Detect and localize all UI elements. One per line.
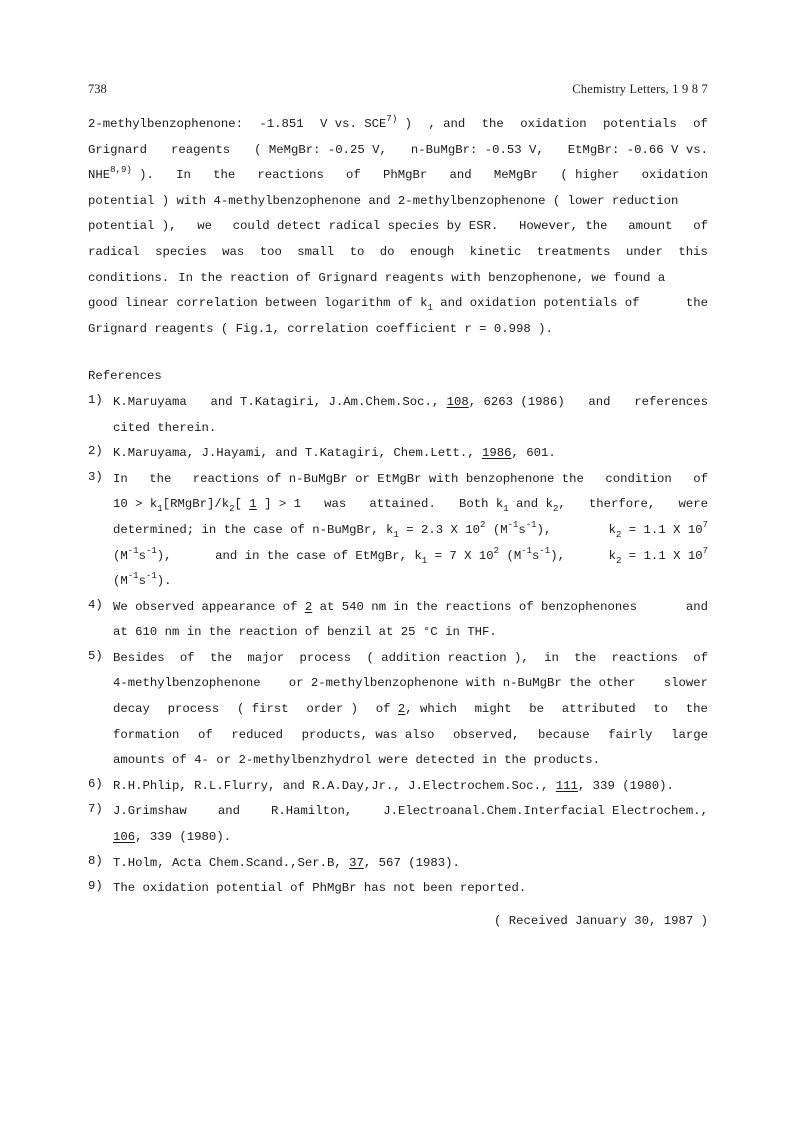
reference-item — [88, 393, 708, 444]
text-fragment: attributed — [561, 702, 636, 717]
text-fragment: reactions — [257, 168, 324, 183]
text-fragment: , and — [428, 117, 466, 131]
text-fragment: $(M^{-1}s^{-1})$. — [113, 571, 172, 589]
page-number: 738 — [88, 82, 107, 96]
references-heading: References — [88, 369, 162, 384]
text-fragment: therfore, — [588, 497, 656, 512]
text-fragment: references — [634, 394, 708, 409]
text-line — [113, 598, 708, 624]
reference-item — [88, 444, 708, 470]
text-fragment: observed, — [452, 727, 520, 742]
text-fragment: amounts of 4- or 2-methylbenzhydrol were detected in the products. — [113, 753, 601, 768]
text-fragment: in — [544, 650, 559, 665]
text-fragment: was — [324, 497, 347, 512]
text-fragment: products, was also — [301, 727, 435, 742]
text-fragment: of — [693, 471, 708, 486]
text-fragment: good linear correlation between logarithm of $k_1$ and oxidation potentials of — [88, 296, 640, 314]
text-fragment: and — [588, 394, 611, 409]
text-fragment: at 610 nm in the reaction of benzil at 25 °C in THF. — [113, 625, 497, 640]
text-fragment: Grignard reagents ( Fig.1, correlation coefficient r = 0.998 ). — [88, 321, 553, 336]
text-fragment: determined; in the case of n-BuMgBr, $k_1 = 2.3$ X $10^2$ $(M^{-1}s^{-1})$, — [113, 519, 552, 540]
text-fragment: potential ) with 4-methylbenzophenone and 2-methylbenzophenone ( lower reduction — [88, 193, 679, 208]
text-fragment: attained. — [369, 497, 436, 512]
text-fragment: and in the case of EtMgBr, $k_1 = 7$ X $10^2$ $(M^{-1}s^{-1})$, — [215, 545, 565, 566]
text-fragment: J.Grimshaw — [113, 804, 187, 819]
text-line — [113, 419, 708, 445]
text-fragment: slower — [663, 676, 708, 691]
received-date: ( Received January 30, 1987 ) — [493, 914, 708, 928]
text-fragment: We observed appearance of 2 at 540 nm in the reactions of benzophenones — [113, 599, 637, 614]
text-fragment: condition — [605, 471, 672, 486]
text-fragment: $10 > k_1[RMgBr]/k_2$[ 1 ] > 1 — [113, 497, 301, 515]
text-line — [88, 269, 708, 295]
text-fragment: potentials — [602, 117, 677, 131]
text-fragment: ( MeMgBr: -0.25 V, — [254, 142, 387, 157]
text-fragment: 2-methylbenzophenone: — [88, 117, 243, 131]
text-fragment: EtMgBr: -0.66 V vs. — [567, 142, 708, 157]
text-line — [113, 751, 708, 777]
text-line — [113, 828, 708, 854]
text-fragment: K.Maruyama, J.Hayami, and T.Katagiri, Chem.Lett., 1986, 601. — [113, 446, 556, 461]
text-fragment: radical — [88, 244, 140, 259]
reference-number: 4) — [88, 597, 103, 612]
text-fragment: The oxidation potential of PhMgBr has not been reported. — [113, 881, 527, 896]
reference-item — [88, 879, 708, 905]
text-line — [88, 294, 708, 320]
text-fragment: MeMgBr — [493, 168, 539, 183]
text-fragment: might — [474, 702, 512, 717]
text-fragment: conditions. — [88, 270, 170, 285]
text-fragment: we — [197, 219, 212, 234]
text-line — [113, 854, 708, 880]
page-header — [88, 82, 708, 98]
text-line — [113, 700, 708, 726]
text-fragment: of 2, which — [375, 702, 457, 717]
text-fragment: of — [693, 117, 708, 131]
text-fragment: potential ), — [88, 219, 177, 234]
text-line — [88, 320, 708, 346]
text-fragment: the — [574, 650, 597, 665]
text-fragment: of — [346, 168, 361, 183]
text-fragment: $(M^{-1}s^{-1})$, — [113, 545, 172, 563]
text-fragment: In — [176, 168, 191, 183]
text-fragment: the — [209, 650, 233, 665]
text-fragment: and — [685, 599, 708, 614]
text-fragment: Besides — [113, 650, 165, 665]
text-fragment: the — [149, 471, 172, 486]
text-fragment: R.Hamilton, — [271, 804, 353, 819]
text-fragment: ( first — [237, 702, 289, 717]
text-fragment: were — [678, 497, 708, 512]
text-fragment: reactions of n-BuMgBr or EtMgBr with benzophenone the — [192, 471, 584, 486]
text-fragment: species — [155, 244, 207, 259]
text-fragment: In the reaction of Grignard reagents with benzophenone, we found a — [178, 270, 666, 285]
text-fragment: of — [179, 650, 195, 665]
reference-item — [88, 802, 708, 853]
reference-item — [88, 649, 708, 777]
text-fragment: process — [167, 702, 220, 717]
reference-number: 3) — [88, 469, 103, 484]
reference-item — [88, 598, 708, 649]
text-fragment: to — [653, 702, 669, 717]
text-fragment: major — [247, 650, 285, 665]
text-fragment: of — [198, 727, 213, 742]
text-fragment: K.Maruyama — [113, 394, 187, 409]
text-line — [113, 623, 708, 649]
text-fragment: the — [685, 296, 708, 311]
text-fragment: the — [685, 702, 708, 717]
text-fragment: ( higher — [560, 168, 620, 183]
text-line — [88, 166, 708, 192]
text-fragment: reagents — [171, 142, 231, 157]
text-fragment: the — [213, 168, 236, 183]
text-line — [113, 777, 708, 803]
text-fragment: kinetic — [469, 244, 522, 259]
reference-number: 1) — [88, 392, 103, 407]
body-paragraph — [88, 115, 708, 345]
text-fragment: -1.851 — [259, 117, 304, 131]
text-fragment: oxidation — [641, 168, 708, 183]
text-fragment: enough — [409, 244, 455, 259]
text-line — [113, 649, 708, 675]
journal-name: Chemistry Letters, 1 9 8 7 — [572, 82, 708, 96]
text-fragment: because — [537, 727, 590, 742]
text-fragment: the — [481, 117, 504, 131]
text-line — [113, 572, 708, 598]
reference-item — [88, 470, 708, 598]
text-line — [113, 726, 708, 752]
reference-number: 5) — [88, 648, 103, 663]
text-line — [113, 802, 708, 828]
text-fragment: or 2-methylbenzophenone with n-BuMgBr the other — [288, 676, 636, 691]
text-fragment: PhMgBr — [383, 168, 428, 183]
reference-number: 9) — [88, 879, 103, 894]
text-fragment: T.Holm, Acta Chem.Scand.,Ser.B, 37, 567 (1983). — [113, 855, 460, 870]
text-fragment: reactions — [611, 650, 678, 665]
reference-list — [88, 393, 708, 905]
text-fragment: However, the — [519, 219, 608, 234]
text-fragment: 106, 339 (1980). — [113, 830, 232, 845]
reference-number: 6) — [88, 776, 103, 791]
reference-number: 2) — [88, 444, 103, 459]
text-fragment: this — [678, 244, 708, 259]
text-line — [113, 444, 708, 470]
text-fragment: Grignard — [88, 142, 148, 157]
text-fragment: small — [297, 244, 335, 259]
text-fragment: V vs. SCE$^{7)}$ ) — [320, 114, 413, 131]
text-line — [113, 470, 708, 496]
text-fragment: of — [693, 219, 708, 234]
text-fragment: and T.Katagiri, J.Am.Chem.Soc., 108, 6263 (1986) — [210, 394, 565, 409]
text-fragment: fairly — [608, 727, 653, 742]
text-fragment: and — [449, 168, 472, 183]
text-fragment: Both $k_1$ and $k_2$, — [458, 497, 566, 515]
text-fragment: $k_2 = 1.1$ X $10^7$ — [608, 519, 708, 540]
text-fragment: cited therein. — [113, 420, 217, 435]
text-line — [113, 393, 708, 419]
text-fragment: formation — [113, 727, 180, 742]
text-line — [113, 879, 708, 905]
text-fragment: 4-methylbenzophenone — [113, 676, 261, 691]
text-fragment: In — [113, 471, 128, 486]
text-fragment: reduced — [231, 727, 283, 742]
text-fragment: n-BuMgBr: -0.53 V, — [410, 142, 544, 157]
text-fragment: and — [217, 804, 240, 819]
text-fragment: process — [299, 650, 352, 665]
text-line — [88, 217, 708, 243]
text-fragment: NHE$^{8,9)}$ ). — [88, 165, 154, 183]
text-fragment: do — [379, 244, 395, 259]
text-line — [113, 521, 708, 547]
reference-item — [88, 854, 708, 880]
text-fragment: large — [671, 727, 708, 742]
text-fragment: J.Electroanal.Chem.Interfacial Electrochem., — [383, 804, 708, 819]
text-fragment: of — [693, 650, 708, 665]
reference-number: 7) — [88, 802, 103, 817]
text-fragment: ( addition reaction ), — [366, 650, 529, 665]
text-fragment: decay — [113, 702, 150, 717]
text-fragment: amount — [628, 219, 673, 234]
text-line — [113, 674, 708, 700]
text-line — [88, 141, 708, 167]
text-fragment: too — [259, 244, 282, 259]
reference-item — [88, 777, 708, 803]
text-fragment: order ) — [306, 702, 359, 717]
text-line — [113, 547, 708, 573]
text-fragment: treatments — [536, 244, 611, 259]
text-line — [113, 495, 708, 521]
text-line — [88, 115, 708, 141]
article-body — [88, 115, 708, 905]
text-fragment: to — [349, 244, 365, 259]
text-fragment: under — [625, 244, 663, 259]
text-line — [88, 192, 708, 218]
reference-number: 8) — [88, 853, 103, 868]
text-fragment: $k_2 = 1.1$ X $10^7$ — [608, 545, 708, 566]
text-fragment: was — [222, 244, 245, 259]
text-fragment: be — [529, 702, 545, 717]
text-fragment: could detect radical species by ESR. — [232, 219, 499, 234]
text-fragment: oxidation — [520, 117, 587, 131]
text-line — [88, 243, 708, 269]
text-fragment: R.H.Phlip, R.L.Flurry, and R.A.Day,Jr., J.Electrochem.Soc., 111, 339 (1980). — [113, 778, 674, 793]
